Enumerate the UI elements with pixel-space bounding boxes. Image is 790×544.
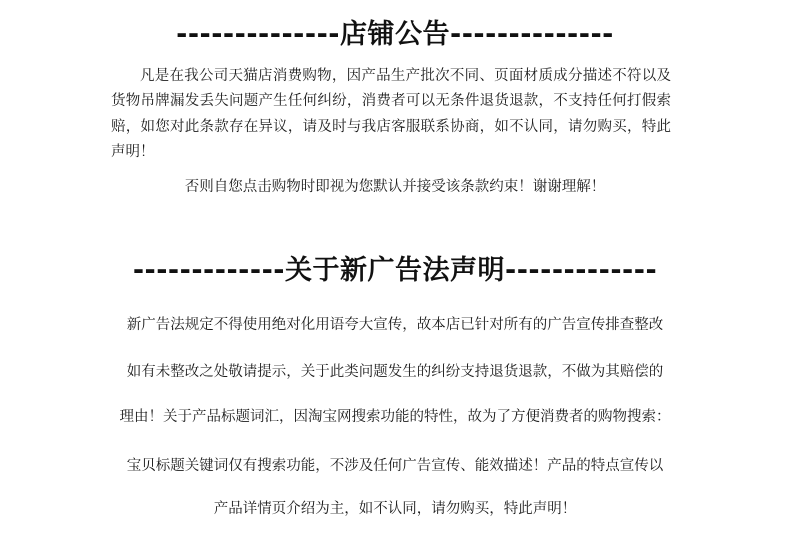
ad-law-line: 产品详情页介绍为主，如不认同，请勿购买，特此声明！ <box>213 501 577 517</box>
ad-law-title: -------------关于新广告法声明------------- <box>132 255 658 286</box>
ad-law-line: 新广告法规定不得使用绝对化用语夸大宣传，故本店已针对所有的广告宣传排查整改 <box>126 317 664 333</box>
store-notice-confirm-line: 否则自您点击购物时即视为您默认并接受该条款约束！谢谢理解！ <box>184 179 606 195</box>
ad-law-line: 宝贝标题关键词仅有搜索功能，不涉及任何广告宣传、能效描述！产品的特点宣传以 <box>126 458 664 474</box>
store-notice-title: --------------店铺公告-------------- <box>176 19 614 50</box>
ad-law-line: 理由！关于产品标题词汇，因淘宝网搜索功能的特性，故为了方便消费者的购物搜索： <box>119 409 671 425</box>
ad-law-line: 如有未整改之处敬请提示，关于此类问题发生的纠纷支持退货退款，不做为其赔偿的 <box>126 364 664 380</box>
store-notice-paragraph: 凡是在我公司天猫店消费购物，因产品生产批次不同、页面材质成分描述不符以及货物吊牌漏发丢失问题产生任何纠纷，消费者可以无条件退货退款，不支持任何打假索赔，如您对此条款存在异议，请及时与我店客服联系协商，如不认同，请勿购买，特此声明！ <box>111 68 671 160</box>
